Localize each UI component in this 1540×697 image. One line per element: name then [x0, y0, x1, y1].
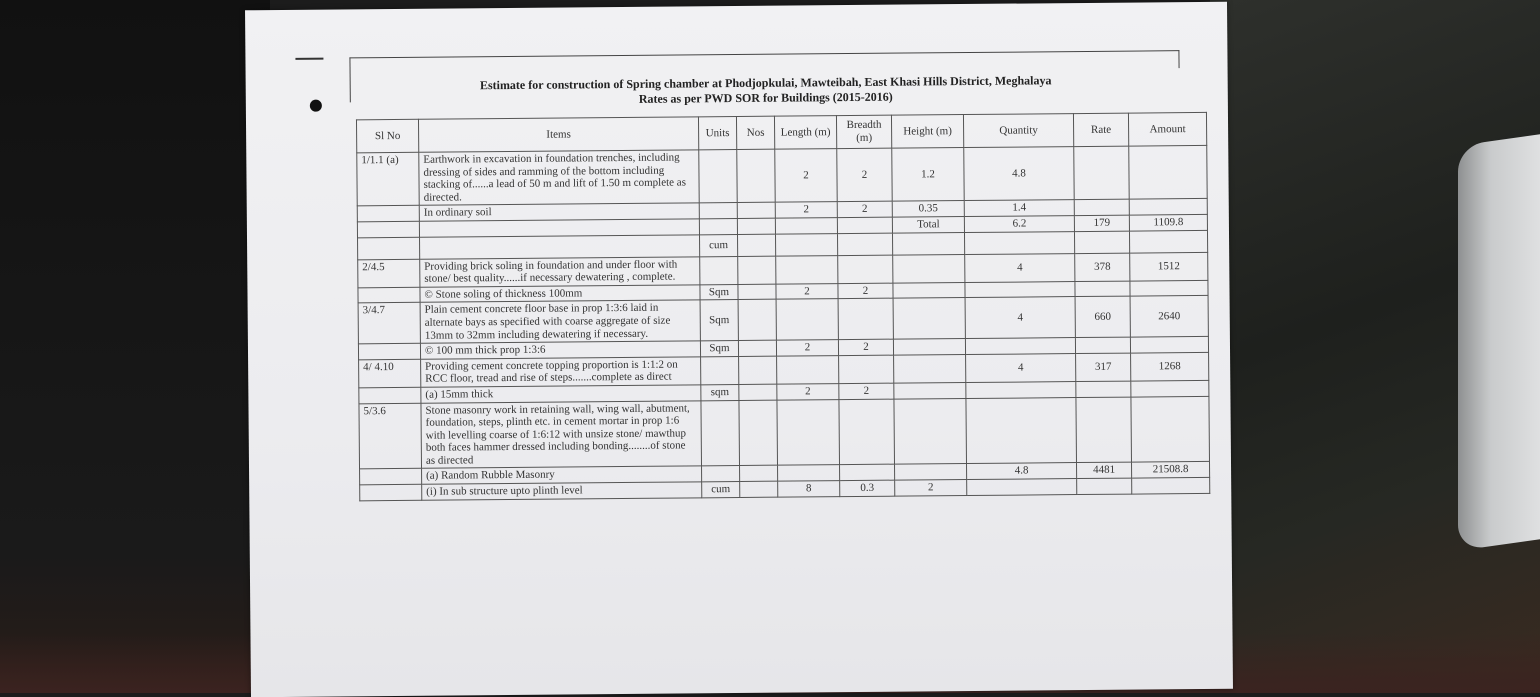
cell-quantity — [967, 479, 1077, 496]
cell-nos — [738, 256, 776, 285]
frame-line — [349, 50, 1179, 58]
cell-nos — [737, 203, 775, 219]
cell-height — [892, 232, 964, 255]
cell-height — [893, 298, 965, 339]
device-edge — [1458, 134, 1540, 551]
cell-nos — [739, 400, 778, 466]
cell-sl — [358, 287, 420, 303]
cell-height — [893, 339, 965, 355]
cell-height: 0.35 — [892, 201, 964, 217]
cell-breadth: 2 — [838, 339, 893, 355]
header-quantity: Quantity — [963, 114, 1073, 148]
cell-item: Providing brick soling in foundation and under floor with stone/ best quality......if necessary dewatering , complete. — [420, 256, 700, 287]
cell-height: 2 — [895, 480, 967, 496]
cell-quantity: 4 — [965, 297, 1075, 339]
cell-breadth: 0.3 — [840, 480, 895, 496]
cell-item: (a) Random Rubble Masonry — [422, 466, 702, 484]
cell-height: Total — [892, 216, 964, 232]
estimate-table — [356, 112, 1210, 501]
document-title — [446, 73, 1086, 109]
cell-breadth — [839, 355, 894, 384]
cell-length — [777, 399, 840, 466]
cell-height — [895, 464, 967, 480]
cell-rate — [1077, 478, 1132, 494]
cell-quantity — [966, 381, 1076, 398]
cell-breadth: 2 — [837, 148, 892, 202]
cell-breadth — [837, 217, 892, 233]
cell-nos — [738, 300, 776, 341]
cell-length — [777, 355, 839, 384]
cell-breadth — [838, 255, 893, 284]
cell-item: Earthwork in excavation in foundation trenches, including dressing of sides and ramming of the bottom including stacking of......a lead of 50 m and lift of 1.50 m complete as directed. — [419, 150, 699, 206]
pen-mark — [295, 58, 323, 60]
paper-sheet — [245, 2, 1233, 697]
cell-rate: 660 — [1075, 296, 1130, 337]
cell-nos — [740, 466, 778, 482]
cell-breadth — [838, 298, 893, 339]
cell-quantity — [966, 397, 1077, 464]
cell-rate: 378 — [1075, 253, 1130, 282]
table-body — [357, 145, 1210, 500]
cell-units: Sqm — [700, 341, 738, 357]
cell-breadth: 2 — [837, 202, 892, 218]
cell-nos — [737, 218, 775, 234]
cell-sl — [360, 469, 422, 485]
header-length: Length (m) — [774, 116, 836, 150]
cell-item: Plain cement concrete floor base in prop 1:3:6 laid in alternate bays as specified with coarse aggregate of size 13mm to 32mm including dewatering if necessary. — [420, 300, 700, 343]
cell-length: 2 — [775, 202, 837, 218]
cell-rate — [1076, 397, 1132, 463]
cell-amount — [1129, 230, 1207, 253]
header-units: Units — [698, 117, 736, 150]
cell-sl — [359, 387, 421, 403]
cell-sl: 4/ 4.10 — [359, 359, 421, 388]
cell-length — [776, 255, 838, 284]
cell-length — [775, 218, 837, 234]
cell-nos — [739, 384, 777, 400]
header-sl: Sl No — [356, 119, 418, 153]
cell-amount: 1268 — [1131, 352, 1209, 381]
cell-rate — [1075, 337, 1130, 353]
cell-units — [701, 356, 739, 385]
cell-length — [778, 465, 840, 481]
cell-item: Providing cement concrete topping proportion is 1:1:2 on RCC floor, tread and rise of steps.......complete as direct — [421, 357, 701, 388]
cell-item: © 100 mm thick prop 1:3:6 — [420, 341, 700, 359]
cell-sl: 3/4.7 — [358, 303, 420, 344]
cell-units — [699, 150, 737, 204]
background-left — [0, 0, 270, 693]
cell-units — [701, 400, 740, 466]
cell-units: Sqm — [700, 284, 738, 300]
table-row — [357, 145, 1207, 206]
cell-nos — [738, 284, 776, 300]
cell-amount — [1129, 145, 1207, 199]
cell-units: cum — [699, 234, 737, 256]
cell-item: In ordinary soil — [419, 203, 699, 221]
cell-quantity: 4.8 — [967, 463, 1077, 480]
header-rate: Rate — [1073, 113, 1128, 146]
cell-units — [700, 256, 738, 285]
cell-item — [420, 234, 700, 258]
cell-amount — [1131, 380, 1209, 396]
cell-units — [699, 218, 737, 234]
cell-nos — [740, 481, 778, 497]
cell-quantity — [964, 231, 1074, 254]
cell-length: 2 — [776, 340, 838, 356]
frame-line — [349, 57, 350, 102]
cell-units — [702, 466, 740, 482]
cell-sl — [357, 206, 419, 222]
cell-nos — [737, 234, 775, 256]
cell-rate — [1074, 146, 1129, 200]
cell-rate — [1074, 199, 1129, 215]
cell-breadth — [837, 233, 892, 255]
header-nos: Nos — [736, 116, 774, 149]
cell-amount — [1131, 396, 1210, 463]
cell-length — [776, 299, 838, 340]
cell-breadth — [839, 399, 895, 465]
cell-quantity — [965, 338, 1075, 355]
cell-nos — [739, 356, 777, 385]
cell-amount — [1132, 477, 1210, 493]
cell-quantity — [965, 281, 1075, 298]
cell-length: 8 — [778, 481, 840, 497]
header-breadth: Breadth (m) — [836, 115, 891, 148]
cell-item: Stone masonry work in retaining wall, wing wall, abutment, foundation, steps, plinth etc. in cement mortar in prop 1:6 with levelling coarse of 1:6:12 with unsize stone/ mawthup both faces hammer dressed including bonding........of stone as directed — [421, 400, 702, 468]
header-height: Height (m) — [891, 115, 963, 149]
cell-sl: 5/3.6 — [359, 403, 422, 470]
cell-height — [894, 354, 966, 383]
cell-amount — [1129, 199, 1207, 215]
cell-amount — [1130, 280, 1208, 296]
cell-sl — [360, 484, 422, 500]
cell-length: 2 — [776, 283, 838, 299]
cell-rate: 179 — [1074, 215, 1129, 231]
cell-height — [894, 382, 966, 398]
cell-item: (a) 15mm thick — [421, 385, 701, 403]
cell-units: Sqm — [700, 300, 738, 341]
cell-nos — [738, 340, 776, 356]
header-amount: Amount — [1128, 112, 1206, 146]
cell-amount: 21508.8 — [1132, 462, 1210, 478]
cell-units: cum — [702, 482, 740, 498]
cell-breadth — [840, 465, 895, 481]
cell-quantity: 4 — [965, 253, 1075, 282]
cell-quantity: 1.4 — [964, 200, 1074, 217]
cell-length: 2 — [775, 149, 837, 203]
table-row — [359, 396, 1210, 469]
cell-item: (i) In sub structure upto plinth level — [422, 482, 702, 500]
cell-nos — [737, 149, 775, 203]
cell-sl: 1/1.1 (a) — [357, 152, 419, 206]
cell-length: 2 — [777, 384, 839, 400]
cell-rate — [1075, 281, 1130, 297]
cell-rate: 4481 — [1077, 463, 1132, 479]
cell-height — [893, 254, 965, 283]
frame-line — [1178, 50, 1179, 68]
header-items: Items — [418, 117, 698, 152]
cell-units — [699, 203, 737, 219]
cell-height — [893, 282, 965, 298]
cell-amount: 1109.8 — [1129, 214, 1207, 230]
cell-sl: 2/4.5 — [358, 259, 420, 288]
cell-length — [775, 233, 837, 256]
cell-units: sqm — [701, 384, 739, 400]
title-line-1: Estimate for construction of Spring chamber at Phodjopkulai, Mawteibah, East Khasi Hills District, Meghalaya — [479, 73, 1052, 93]
cell-amount: 2640 — [1130, 296, 1208, 337]
cell-quantity: 4.8 — [964, 147, 1074, 201]
cell-breadth: 2 — [838, 283, 893, 299]
cell-sl — [358, 343, 420, 359]
punch-hole — [310, 100, 322, 112]
cell-rate — [1076, 381, 1131, 397]
title-line-2: Rates as per PWD SOR for Buildings (2015-2016) — [638, 89, 893, 106]
cell-rate: 317 — [1076, 353, 1131, 382]
cell-amount — [1130, 337, 1208, 353]
cell-breadth: 2 — [839, 383, 894, 399]
cell-sl — [358, 237, 420, 260]
cell-quantity: 6.2 — [964, 216, 1074, 233]
cell-amount: 1512 — [1130, 252, 1208, 281]
cell-height: 1.2 — [892, 148, 964, 202]
cell-sl — [357, 221, 419, 237]
cell-height — [894, 398, 967, 465]
cell-item: © Stone soling of thickness 100mm — [420, 285, 700, 303]
cell-rate — [1074, 231, 1129, 253]
cell-quantity: 4 — [966, 353, 1076, 382]
